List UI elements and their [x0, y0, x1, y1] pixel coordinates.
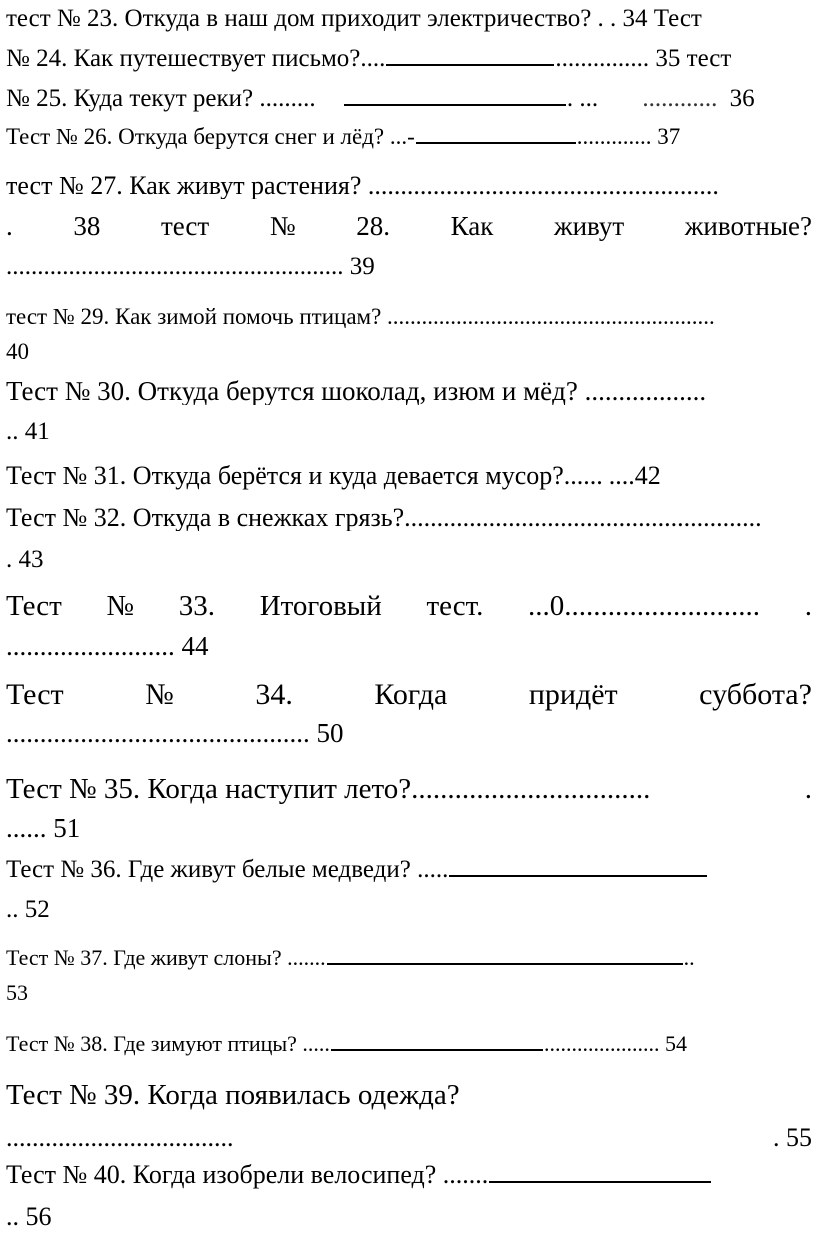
toc-line-38 — [6, 1033, 812, 1055]
toc-line-34 — [6, 680, 812, 710]
justified-word: тест — [160, 211, 210, 241]
justified-word: № — [269, 211, 296, 241]
toc-entry-39-page: . 55 — [773, 1123, 812, 1152]
toc-entry-25-dots: . ... — [566, 85, 599, 112]
toc-line-32: Тест № 32. Откуда в снежках грязь?....................................................... — [6, 505, 762, 531]
toc-entry-36-title: Тест № 36. Где живут белые медведи? ..... — [6, 856, 449, 883]
justified-word: № — [106, 590, 135, 622]
toc-line-26 — [6, 125, 812, 148]
underline-rule — [386, 64, 554, 66]
justified-word: тест. — [426, 590, 484, 622]
justified-word: . — [6, 211, 13, 241]
toc-line-29: тест № 29. Как зимой помочь птицам? ......................................................... — [6, 305, 715, 328]
toc-line-37-page: 53 — [6, 980, 28, 1005]
toc-entry-25-faded-dots: ............ — [642, 85, 718, 112]
justified-word: 28. — [356, 211, 390, 241]
toc-line-25 — [6, 86, 812, 111]
underline-rule — [344, 104, 566, 106]
justified-word: Тест — [6, 678, 64, 711]
toc-line-36 — [6, 857, 812, 882]
justified-word: ...0........................... — [528, 590, 761, 622]
toc-entry-26-title: Тест № 26. Откуда берутся снег и лёд? ...- — [6, 124, 415, 149]
toc-line-32-page: . 43 — [6, 546, 44, 573]
toc-entry-31-page: ....42 — [608, 461, 661, 490]
toc-entry-26-page: ............. 37 — [576, 124, 681, 149]
toc-line-39-page — [6, 1125, 812, 1151]
underline-rule — [327, 963, 683, 965]
toc-line-34-page: ............................................. 50 — [6, 718, 344, 748]
justified-word: Итоговый — [259, 590, 382, 622]
justified-word: суббота? — [699, 678, 812, 711]
toc-line-28 — [6, 213, 812, 240]
toc-line-33 — [6, 592, 812, 621]
justified-word: № — [145, 678, 174, 711]
toc-entry-37-title: Тест № 37. Где живут слоны? ....... — [6, 945, 326, 970]
toc-entry-35-dot: . — [804, 773, 812, 805]
toc-line-29-page: 40 — [6, 339, 29, 364]
toc-line-30-page: .. 41 — [6, 418, 50, 445]
toc-line-35-page: ...... 51 — [6, 813, 81, 843]
toc-line-40 — [6, 1162, 812, 1188]
justified-word: Тест — [6, 590, 62, 622]
toc-line-36-page: .. 52 — [6, 896, 50, 923]
toc-line-40-page: .. 56 — [6, 1202, 52, 1231]
toc-line-39: Тест № 39. Когда появилась одежда? — [6, 1079, 460, 1111]
toc-entry-37-dots: .. — [683, 945, 695, 970]
toc-line-28-page: ...................................................... 39 — [6, 253, 375, 280]
toc-line-30: Тест № 30. Откуда берутся шоколад, изюм и мёд? .................. — [6, 378, 707, 405]
justified-word: живут — [553, 211, 625, 241]
toc-line-37 — [6, 947, 812, 969]
underline-rule — [449, 875, 707, 877]
underline-rule — [331, 1049, 543, 1051]
justified-word: 33. — [178, 590, 216, 622]
toc-entry-24-page: ............... 35 тест — [555, 45, 732, 72]
justified-word: 38 — [73, 211, 101, 241]
justified-word: придёт — [528, 678, 618, 711]
underline-rule — [489, 1181, 711, 1183]
toc-line-31 — [6, 463, 812, 489]
toc-entry-38-title: Тест № 38. Где зимуют птицы? ..... — [6, 1031, 330, 1056]
toc-entry-25-title: № 25. Куда текут реки? ......... — [6, 85, 316, 112]
underline-rule — [416, 142, 576, 144]
toc-entry-38-page: ..................... 54 — [543, 1031, 687, 1056]
toc-line-27: тест № 27. Как живут растения? ...................................................... — [6, 173, 719, 199]
toc-entry-39-dots: ................................... — [6, 1123, 234, 1152]
toc-entry-35-title: Тест № 35. Когда наступит лето?................................. — [6, 773, 651, 805]
justified-word: животные? — [684, 211, 812, 241]
justified-word: 34. — [255, 678, 293, 711]
toc-line-33-page: ......................... 44 — [6, 631, 209, 661]
toc-entry-40-title: Тест № 40. Когда изобрели велосипед? ....... — [6, 1160, 489, 1189]
toc-entry-25-page: 36 — [729, 85, 755, 112]
toc-line-24 — [6, 46, 812, 71]
toc-entry-24-title: № 24. Как путешествует письмо?.... — [6, 45, 386, 72]
toc-entry-31-title: Тест № 31. Откуда берётся и куда девается мусор?...... — [6, 461, 603, 490]
justified-word: Когда — [374, 678, 448, 711]
justified-word: Как — [450, 211, 494, 241]
toc-line-23: тест № 23. Откуда в наш дом приходит электричество? . . 34 Тест — [6, 5, 702, 32]
toc-line-35 — [6, 775, 812, 804]
justified-word: . — [804, 590, 812, 622]
